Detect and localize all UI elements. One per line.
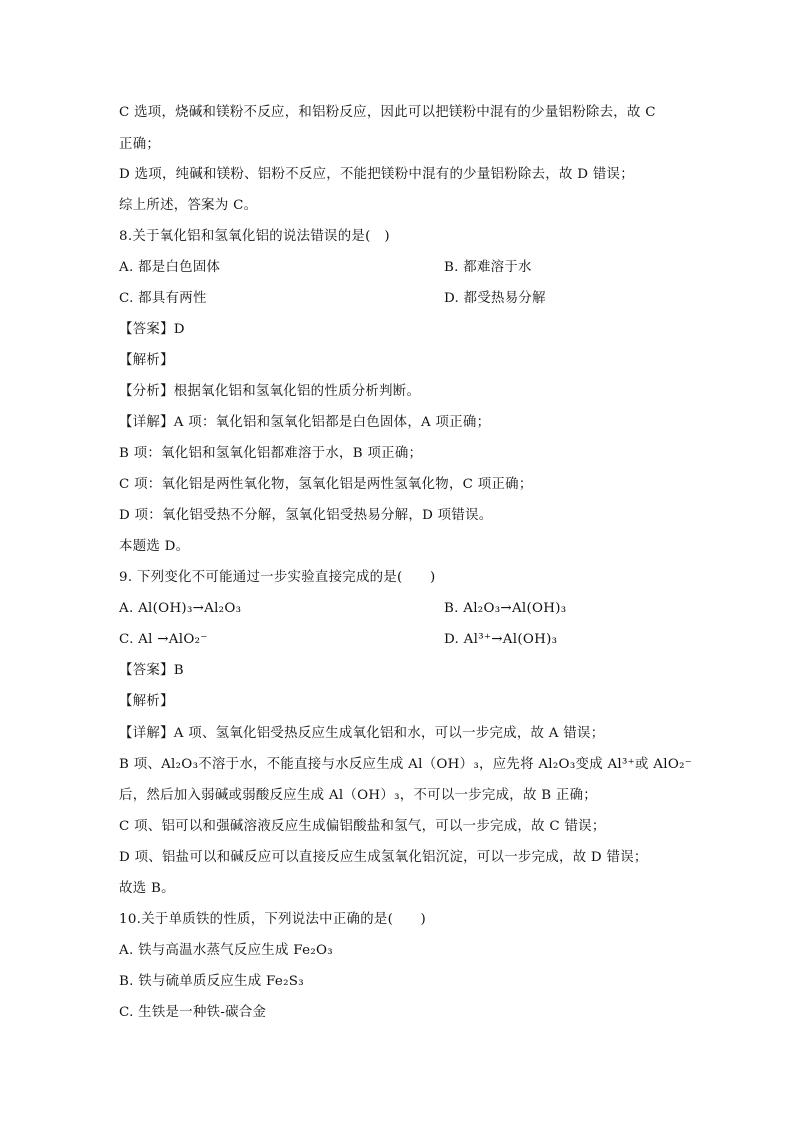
q9-option-c: C. Al →AlO₂⁻ bbox=[119, 632, 208, 647]
question-10: 10.关于单质铁的性质，下列说法中正确的是( ) bbox=[119, 912, 427, 927]
question-9: 9. 下列变化不可能通过一步实验直接完成的是( ) bbox=[119, 570, 436, 585]
text-line: 正确； bbox=[119, 137, 161, 152]
q8-detail-c: C 项：氧化铝是两性氧化物，氢氧化铝是两性氢氧化物，C 项正确； bbox=[119, 477, 533, 492]
q8-option-b: B. 都难溶于水 bbox=[444, 260, 532, 275]
text-line: C 选项，烧碱和镁粉不反应，和铝粉反应，因此可以把镁粉中混有的少量铝粉除去，故 C bbox=[119, 105, 656, 120]
q8-detail-b: B 项：氧化铝和氢氧化铝都难溶于水，B 项正确； bbox=[119, 446, 423, 461]
text-line: 综上所述，答案为 C。 bbox=[119, 198, 258, 213]
q9-detail-a: 【详解】A 项、氢氧化铝受热反应生成氧化铝和水，可以一步完成，故 A 错误； bbox=[119, 726, 605, 741]
q10-option-c: C. 生铁是一种铁-碳合金 bbox=[119, 1005, 267, 1020]
q8-detail-d: D 项：氧化铝受热不分解，氢氧化铝受热易分解，D 项错误。 bbox=[119, 508, 493, 523]
q8-option-d: D. 都受热易分解 bbox=[444, 291, 546, 306]
text-line: D 选项，纯碱和镁粉、铝粉不反应，不能把镁粉中混有的少量铝粉除去，故 D 错误； bbox=[119, 167, 634, 182]
q8-option-a: A. 都是白色固体 bbox=[119, 260, 221, 275]
q8-option-c: C. 都具有两性 bbox=[119, 291, 207, 306]
q9-detail-b-line2: 后，然后加入弱碱或弱酸反应生成 Al（OH）₃，不可以一步完成，故 B 正确； bbox=[119, 788, 598, 803]
q9-detail-c: C 项、铝可以和强碱溶液反应生成偏铝酸盐和氢气，可以一步完成，故 C 错误； bbox=[119, 819, 606, 834]
q9-option-a: A. Al(OH)₃→Al₂O₃ bbox=[119, 601, 242, 616]
q9-detail-d: D 项、铝盐可以和碱反应可以直接反应生成氢氧化铝沉淀，可以一步完成，故 D 错误； bbox=[119, 850, 648, 865]
q9-option-d: D. Al³⁺→Al(OH)₃ bbox=[444, 632, 558, 647]
q8-fenxi: 【分析】根据氧化铝和氢氧化铝的性质分析判断。 bbox=[119, 384, 421, 399]
q8-conclusion: 本题选 D。 bbox=[119, 539, 190, 554]
q9-option-b: B. Al₂O₃→Al(OH)₃ bbox=[444, 601, 567, 616]
q9-detail-b-line1: B 项、Al₂O₃不溶于水，不能直接与水反应生成 Al（OH）₃，应先将 Al₂O₃变成 Al³⁺或 AlO₂⁻ bbox=[119, 757, 693, 772]
q9-answer: 【答案】B bbox=[119, 663, 184, 678]
q10-option-a: A. 铁与高温水蒸气反应生成 Fe₂O₃ bbox=[119, 943, 333, 958]
question-8: 8.关于氧化铝和氢氧化铝的说法错误的是( ) bbox=[119, 229, 390, 244]
q8-answer: 【答案】D bbox=[119, 322, 185, 337]
q9-conclusion: 故选 B。 bbox=[119, 881, 175, 896]
q8-analysis-heading: 【解析】 bbox=[119, 353, 174, 368]
q8-detail-a: 【详解】A 项：氧化铝和氢氧化铝都是白色固体，A 项正确； bbox=[119, 415, 491, 430]
q10-option-b: B. 铁与硫单质反应生成 Fe₂S₃ bbox=[119, 974, 304, 989]
q9-analysis-heading: 【解析】 bbox=[119, 694, 174, 709]
